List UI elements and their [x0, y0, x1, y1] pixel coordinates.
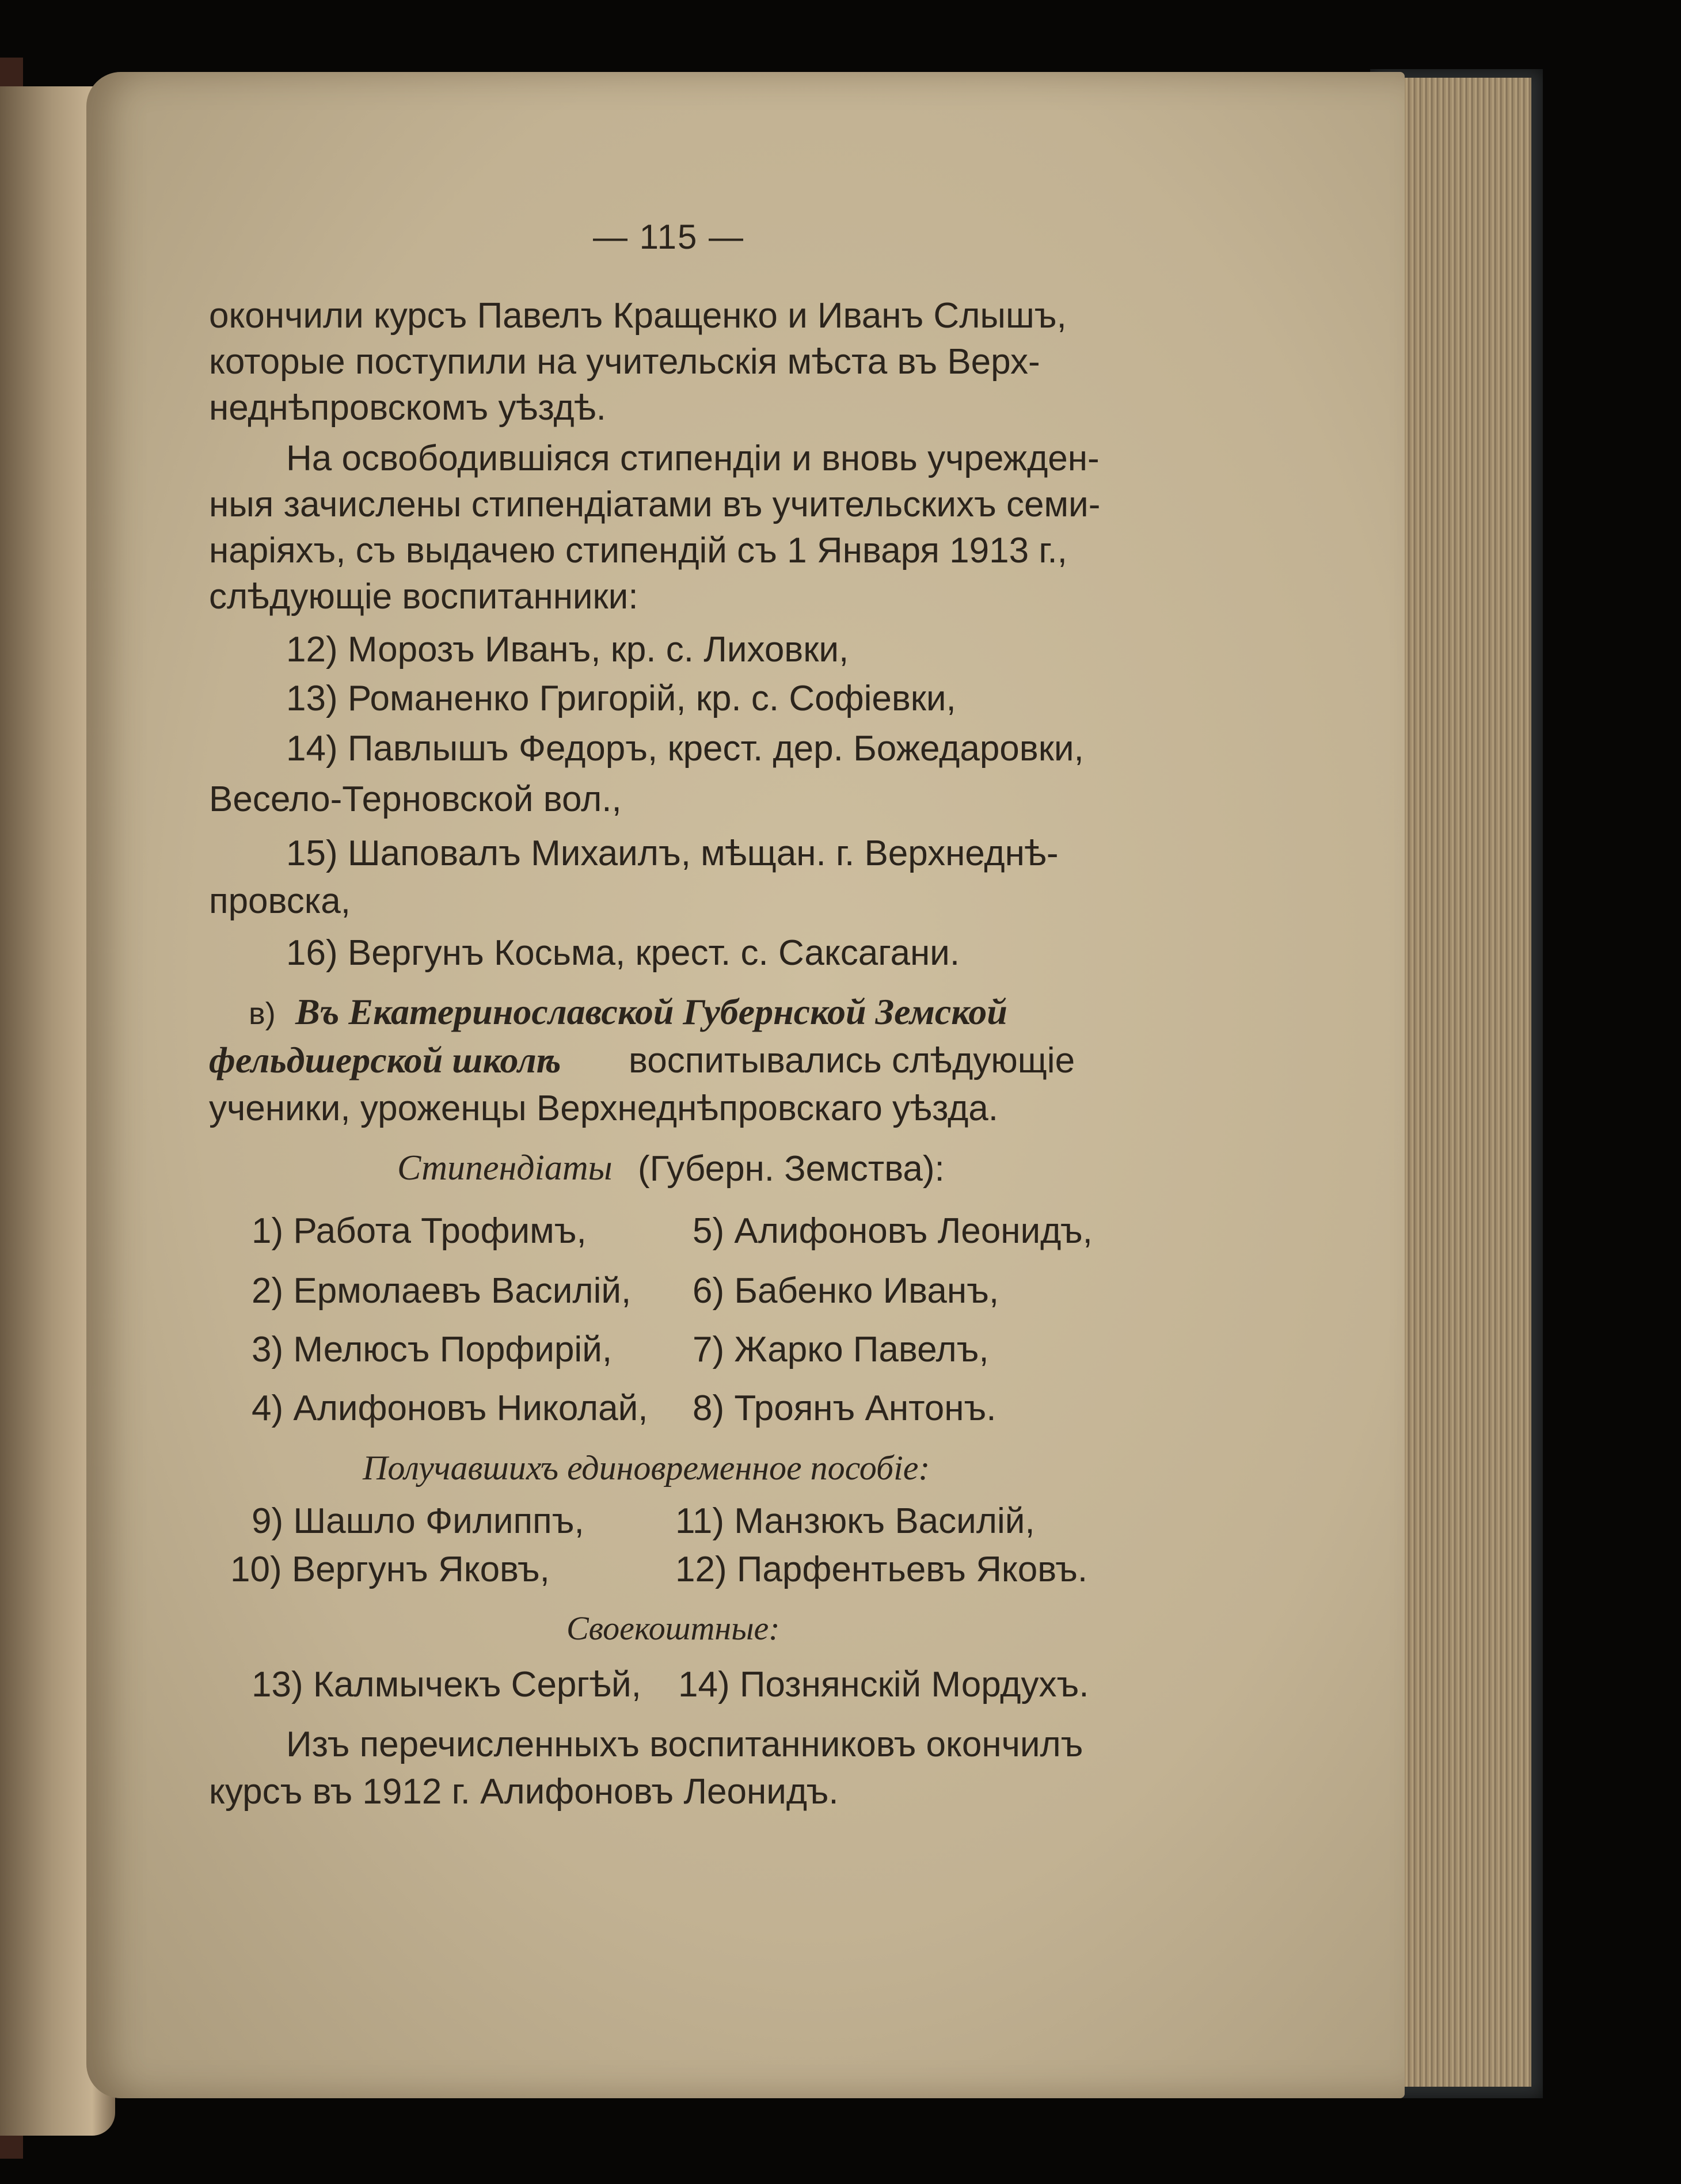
- list1-item: 12) Морозъ Иванъ, кр. с. Лиховки,: [286, 630, 849, 669]
- section-v-line2-rest: воспитывались слѣдующіе: [629, 1041, 1075, 1080]
- list1-item: провска,: [209, 881, 351, 921]
- stipendiat-left: 4) Алифоновъ Николай,: [252, 1388, 648, 1428]
- stipendiat-right: 6) Бабенко Иванъ,: [693, 1271, 999, 1311]
- para-final-line2: курсъ въ 1912 г. Алифоновъ Леонидъ.: [209, 1772, 839, 1812]
- list1-item: 15) Шаповалъ Михаилъ, мѣщан. г. Верхнеднѣ-: [286, 834, 1059, 873]
- stipendiat-right: 7) Жарко Павелъ,: [693, 1330, 989, 1369]
- posobie-left: 10) Вергунъ Яковъ,: [230, 1550, 550, 1589]
- posobie-left: 9) Шашло Филиппъ,: [252, 1501, 584, 1541]
- list1-item: 16) Вергунъ Косьма, крест. с. Саксагани.: [286, 933, 960, 973]
- para2-line2: ныя зачислены стипендіатами въ учительскихъ семи-: [209, 485, 1101, 524]
- para2-line4: слѣдующіе воспитанники:: [209, 577, 638, 617]
- list1-item: 13) Романенко Григорій, кр. с. Софіевки,: [286, 679, 956, 718]
- posobie-right: 12) Парфентьевъ Яковъ.: [675, 1550, 1088, 1589]
- para1-line2: которые поступили на учительскія мѣста въ Верх-: [209, 342, 1040, 382]
- list1-item: 14) Павлышъ Федоръ, крест. дер. Божедаровки,: [286, 729, 1084, 768]
- heading-svoekoshtnye: Своекоштные:: [566, 1610, 780, 1647]
- stipendiat-left: 2) Ермолаевъ Василій,: [252, 1271, 632, 1311]
- section-v-prefix: в): [249, 996, 276, 1031]
- heading-posobie: Получавшихъ единовременное пособіе:: [363, 1449, 930, 1487]
- page-number: — 115 —: [593, 218, 744, 256]
- para2-line3: наріяхъ, съ выдачею стипендій съ 1 Января 1913 г.,: [209, 531, 1067, 570]
- heading-stipendiaty: Стипендіаты: [397, 1148, 613, 1188]
- posobie-right: 11) Манзюкъ Василій,: [675, 1501, 1035, 1541]
- section-v-title-line1: Въ Екатеринославской Губернской Земской: [295, 991, 1007, 1032]
- list1-item: Весело-Терновской вол.,: [209, 779, 622, 819]
- stipendiat-left: 1) Работа Трофимъ,: [252, 1211, 587, 1251]
- page-stack-edges: [1393, 78, 1531, 2087]
- para1-line1: окончили курсъ Павелъ Кращенко и Иванъ Слышъ,: [209, 296, 1067, 336]
- stipendiat-left: 3) Мелюсъ Порфирій,: [252, 1330, 613, 1369]
- para2-line1: На освободившіяся стипендіи и вновь учрежден-: [286, 439, 1100, 478]
- heading-stipendiaty-rest: (Губерн. Земства):: [638, 1149, 945, 1189]
- para1-line3: неднѣпровскомъ уѣздѣ.: [209, 388, 606, 428]
- stipendiat-right: 8) Троянъ Антонъ.: [693, 1388, 997, 1428]
- para-final-line1: Изъ перечисленныхъ воспитанниковъ окончилъ: [286, 1725, 1083, 1764]
- svoekoshtnye-right: 14) Познянскій Мордухъ.: [678, 1665, 1089, 1704]
- section-v-line3: ученики, уроженцы Верхнеднѣпровскаго уѣзда.: [209, 1089, 998, 1128]
- section-v-title-line2: фельдшерской школѣ: [209, 1040, 561, 1080]
- svoekoshtnye-left: 13) Калмычекъ Сергѣй,: [252, 1665, 641, 1704]
- stipendiat-right: 5) Алифоновъ Леонидъ,: [693, 1211, 1093, 1251]
